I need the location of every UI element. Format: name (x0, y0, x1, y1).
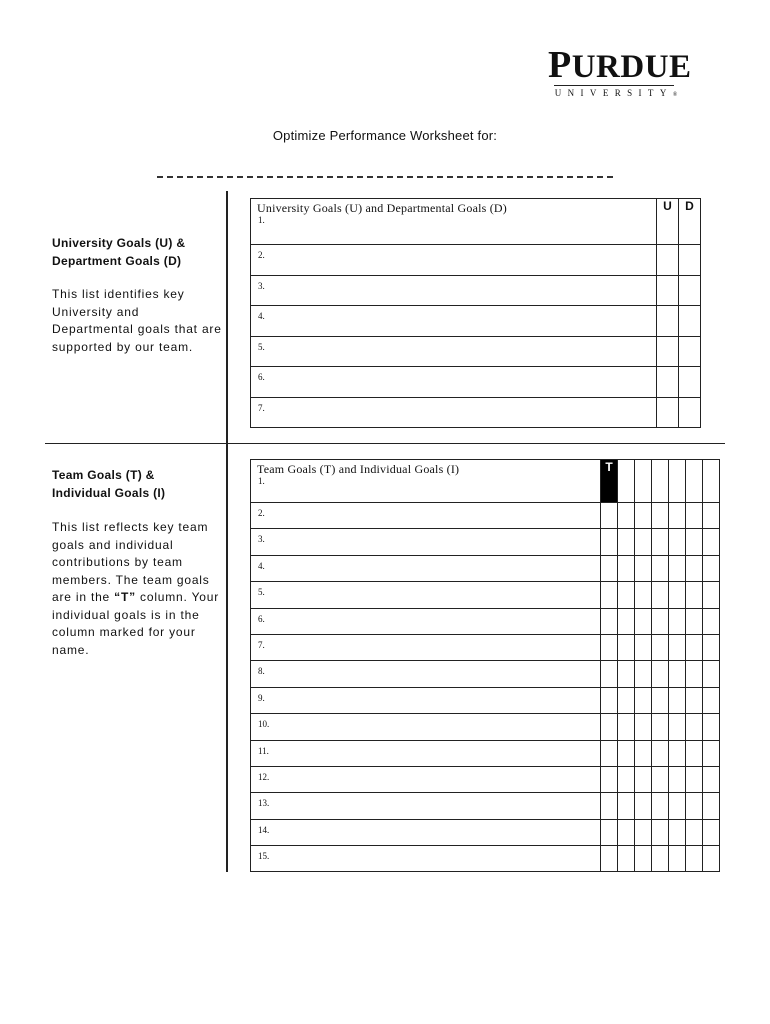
team-row (251, 529, 720, 555)
team-check-cell[interactable] (669, 634, 686, 660)
team-goal-cell[interactable] (251, 460, 601, 503)
university-column-label: D (685, 199, 694, 213)
team-check-cell[interactable] (669, 687, 686, 713)
university-row-number: 5. (258, 341, 265, 352)
team-check-cell[interactable] (618, 740, 635, 766)
team-goal-cell[interactable] (251, 608, 601, 634)
team-check-cell[interactable] (635, 766, 652, 792)
team-row (251, 687, 720, 713)
team-check-cell[interactable] (618, 555, 635, 581)
team-check-cell[interactable] (652, 819, 669, 845)
team-check-cell[interactable] (601, 503, 618, 529)
team-check-cell[interactable] (703, 819, 720, 845)
team-check-cell[interactable] (686, 529, 703, 555)
team-check-cell[interactable] (652, 661, 669, 687)
team-check-cell[interactable] (686, 819, 703, 845)
team-goals-heading: Team Goals (T) & Individual Goals (I) (52, 468, 166, 500)
team-row (251, 634, 720, 660)
team-check-cell[interactable] (601, 661, 618, 687)
team-row-number: 7. (258, 639, 265, 650)
team-goal-cell[interactable] (251, 529, 601, 555)
team-check-cell[interactable] (652, 634, 669, 660)
team-check-cell[interactable] (686, 582, 703, 608)
team-check-cell[interactable] (703, 661, 720, 687)
team-row (251, 740, 720, 766)
name-fill-line[interactable] (157, 176, 613, 178)
team-check-cell[interactable] (635, 846, 652, 872)
team-check-cell[interactable] (703, 582, 720, 608)
university-check-cell[interactable] (679, 367, 701, 398)
team-check-cell[interactable] (669, 529, 686, 555)
team-row-number: 15. (258, 851, 270, 862)
team-check-cell[interactable] (652, 687, 669, 713)
team-check-cell[interactable] (669, 766, 686, 792)
team-check-cell[interactable] (686, 766, 703, 792)
university-row (251, 245, 701, 276)
team-check-cell[interactable] (686, 793, 703, 819)
team-row (251, 793, 720, 819)
team-goal-cell[interactable] (251, 793, 601, 819)
team-check-cell[interactable] (686, 740, 703, 766)
team-goal-cell[interactable] (251, 503, 601, 529)
university-goals-table (250, 198, 701, 428)
team-row (251, 661, 720, 687)
team-check-cell[interactable] (703, 846, 720, 872)
university-row (251, 336, 701, 367)
team-check-cell[interactable] (635, 687, 652, 713)
university-check-cell[interactable] (657, 245, 679, 276)
university-check-cell[interactable] (657, 367, 679, 398)
team-check-cell[interactable] (652, 740, 669, 766)
university-row (251, 275, 701, 306)
team-check-cell[interactable] (669, 714, 686, 740)
university-check-cell[interactable] (657, 397, 679, 428)
university-check-cell[interactable] (679, 397, 701, 428)
team-check-cell[interactable] (601, 608, 618, 634)
team-check-cell[interactable] (601, 793, 618, 819)
team-check-cell[interactable] (686, 634, 703, 660)
university-goals-description: This list identifies key University and Departmental goals that are supported by our team. (52, 287, 222, 354)
university-goal-cell[interactable] (251, 275, 657, 306)
team-check-cell[interactable] (635, 740, 652, 766)
team-check-cell[interactable] (635, 634, 652, 660)
team-check-cell[interactable] (703, 608, 720, 634)
purdue-logo (548, 44, 692, 101)
team-row-number: 1. (258, 476, 265, 486)
team-column-header[interactable] (652, 460, 669, 503)
team-check-cell[interactable] (703, 714, 720, 740)
team-check-cell[interactable] (618, 766, 635, 792)
team-row-number: 11. (258, 745, 269, 756)
team-check-cell[interactable] (652, 555, 669, 581)
university-check-cell[interactable] (657, 336, 679, 367)
team-check-cell[interactable] (601, 529, 618, 555)
team-row (251, 846, 720, 872)
team-check-cell[interactable] (618, 529, 635, 555)
team-check-cell[interactable] (618, 608, 635, 634)
team-goal-cell[interactable] (251, 846, 601, 872)
worksheet-title: Optimize Performance Worksheet for: (272, 128, 498, 143)
team-check-cell[interactable] (669, 740, 686, 766)
team-check-cell[interactable] (652, 503, 669, 529)
team-check-cell[interactable] (618, 793, 635, 819)
team-row (251, 460, 720, 503)
university-row-number: 2. (258, 250, 265, 260)
team-check-cell[interactable] (652, 529, 669, 555)
team-check-cell[interactable] (652, 766, 669, 792)
team-check-cell[interactable] (618, 582, 635, 608)
team-check-cell[interactable] (686, 687, 703, 713)
team-check-cell[interactable] (669, 555, 686, 581)
team-check-cell[interactable] (652, 608, 669, 634)
team-check-cell[interactable] (652, 582, 669, 608)
university-column-label: U (663, 199, 672, 213)
university-goal-cell[interactable] (251, 367, 657, 398)
horizontal-divider (45, 443, 725, 444)
team-check-cell[interactable] (618, 634, 635, 660)
university-check-cell[interactable] (679, 306, 701, 337)
team-check-cell[interactable] (669, 846, 686, 872)
team-table-header: Team Goals (T) and Individual Goals (I) (257, 462, 460, 476)
team-check-cell[interactable] (601, 582, 618, 608)
team-check-cell[interactable] (703, 740, 720, 766)
team-check-cell[interactable] (703, 687, 720, 713)
team-goals-description: This list reflects key team goals and individual contributions by team members. The team goals are in the “T” column. Your individual goals is in the column marked for your name. (52, 520, 220, 657)
team-check-cell[interactable] (601, 846, 618, 872)
team-row-number: 2. (258, 508, 265, 518)
team-row-number: 6. (258, 613, 265, 624)
team-column-header[interactable] (618, 460, 635, 503)
team-column-header[interactable] (601, 460, 618, 503)
team-check-cell[interactable] (703, 555, 720, 581)
team-row (251, 503, 720, 529)
university-goal-cell[interactable] (251, 199, 657, 245)
team-goal-cell[interactable] (251, 740, 601, 766)
university-check-cell[interactable] (679, 245, 701, 276)
team-goal-cell[interactable] (251, 714, 601, 740)
university-column-header[interactable] (679, 199, 701, 245)
team-check-cell[interactable] (635, 503, 652, 529)
team-check-cell[interactable] (669, 661, 686, 687)
university-row (251, 397, 701, 428)
team-row-number: 12. (258, 771, 270, 782)
team-goal-cell[interactable] (251, 582, 601, 608)
university-row (251, 367, 701, 398)
team-check-cell[interactable] (618, 846, 635, 872)
team-check-cell[interactable] (618, 687, 635, 713)
university-goal-cell[interactable] (251, 336, 657, 367)
team-check-cell[interactable] (703, 503, 720, 529)
university-column-header[interactable] (657, 199, 679, 245)
team-check-cell[interactable] (601, 819, 618, 845)
team-check-cell[interactable] (618, 819, 635, 845)
university-goals-heading: University Goals (U) & Department Goals (D) (52, 236, 186, 268)
logo-subtitle: UNIVERSITY® (554, 88, 678, 98)
team-check-cell[interactable] (669, 819, 686, 845)
team-check-cell[interactable] (686, 608, 703, 634)
team-check-cell[interactable] (703, 529, 720, 555)
university-row-number: 7. (258, 402, 265, 413)
team-row-number: 13. (258, 798, 270, 809)
university-row-number: 1. (258, 215, 265, 225)
team-column-label: T (605, 460, 613, 474)
team-check-cell[interactable] (601, 740, 618, 766)
team-row-number: 8. (258, 666, 265, 677)
team-check-cell[interactable] (686, 503, 703, 529)
team-check-cell[interactable] (601, 555, 618, 581)
team-check-cell[interactable] (635, 793, 652, 819)
team-check-cell[interactable] (635, 661, 652, 687)
team-check-cell[interactable] (686, 714, 703, 740)
team-check-cell[interactable] (618, 503, 635, 529)
university-row-number: 4. (258, 311, 265, 321)
university-row-number: 3. (258, 280, 265, 291)
team-check-cell[interactable] (635, 714, 652, 740)
university-row (251, 306, 701, 337)
team-check-cell[interactable] (635, 582, 652, 608)
team-row-number: 3. (258, 534, 265, 545)
university-check-cell[interactable] (679, 275, 701, 306)
team-goal-cell[interactable] (251, 766, 601, 792)
team-row-number: 5. (258, 587, 265, 598)
university-goal-cell[interactable] (251, 245, 657, 276)
team-row-number: 9. (258, 692, 265, 703)
university-row-number: 6. (258, 372, 265, 382)
team-row (251, 714, 720, 740)
team-check-cell[interactable] (686, 846, 703, 872)
team-check-cell[interactable] (618, 661, 635, 687)
university-row (251, 199, 701, 245)
team-check-cell[interactable] (703, 766, 720, 792)
team-check-cell[interactable] (635, 555, 652, 581)
team-row (251, 608, 720, 634)
team-check-cell[interactable] (669, 793, 686, 819)
team-check-cell[interactable] (635, 529, 652, 555)
team-goal-cell[interactable] (251, 687, 601, 713)
team-goal-cell[interactable] (251, 661, 601, 687)
team-row-number: 10. (258, 719, 270, 730)
team-check-cell[interactable] (669, 608, 686, 634)
university-check-cell[interactable] (679, 336, 701, 367)
team-check-cell[interactable] (669, 582, 686, 608)
team-row (251, 582, 720, 608)
team-check-cell[interactable] (652, 846, 669, 872)
university-table-header: University Goals (U) and Departmental Goals (D) (257, 201, 507, 215)
university-goal-cell[interactable] (251, 306, 657, 337)
team-row (251, 555, 720, 581)
team-row (251, 766, 720, 792)
team-check-cell[interactable] (601, 687, 618, 713)
team-check-cell[interactable] (652, 714, 669, 740)
team-check-cell[interactable] (703, 634, 720, 660)
team-check-cell[interactable] (669, 503, 686, 529)
team-check-cell[interactable] (652, 793, 669, 819)
team-column-header[interactable] (703, 460, 720, 503)
team-row (251, 819, 720, 845)
team-goal-cell[interactable] (251, 555, 601, 581)
team-check-cell[interactable] (601, 714, 618, 740)
logo-rule (554, 85, 674, 86)
team-check-cell[interactable] (635, 608, 652, 634)
logo-wordmark: PURDUE (548, 44, 692, 86)
team-goals-table (250, 459, 720, 872)
team-column-header[interactable] (669, 460, 686, 503)
team-goal-cell[interactable] (251, 634, 601, 660)
team-row-number: 4. (258, 560, 265, 571)
team-check-cell[interactable] (686, 661, 703, 687)
team-check-cell[interactable] (635, 819, 652, 845)
team-goal-cell[interactable] (251, 819, 601, 845)
team-check-cell[interactable] (618, 714, 635, 740)
team-check-cell[interactable] (686, 555, 703, 581)
team-check-cell[interactable] (703, 793, 720, 819)
university-goal-cell[interactable] (251, 397, 657, 428)
university-check-cell[interactable] (657, 306, 679, 337)
vertical-divider (226, 191, 228, 872)
team-check-cell[interactable] (601, 766, 618, 792)
team-row-number: 14. (258, 824, 270, 835)
team-column-header[interactable] (635, 460, 652, 503)
university-check-cell[interactable] (657, 275, 679, 306)
team-column-header[interactable] (686, 460, 703, 503)
team-check-cell[interactable] (601, 634, 618, 660)
